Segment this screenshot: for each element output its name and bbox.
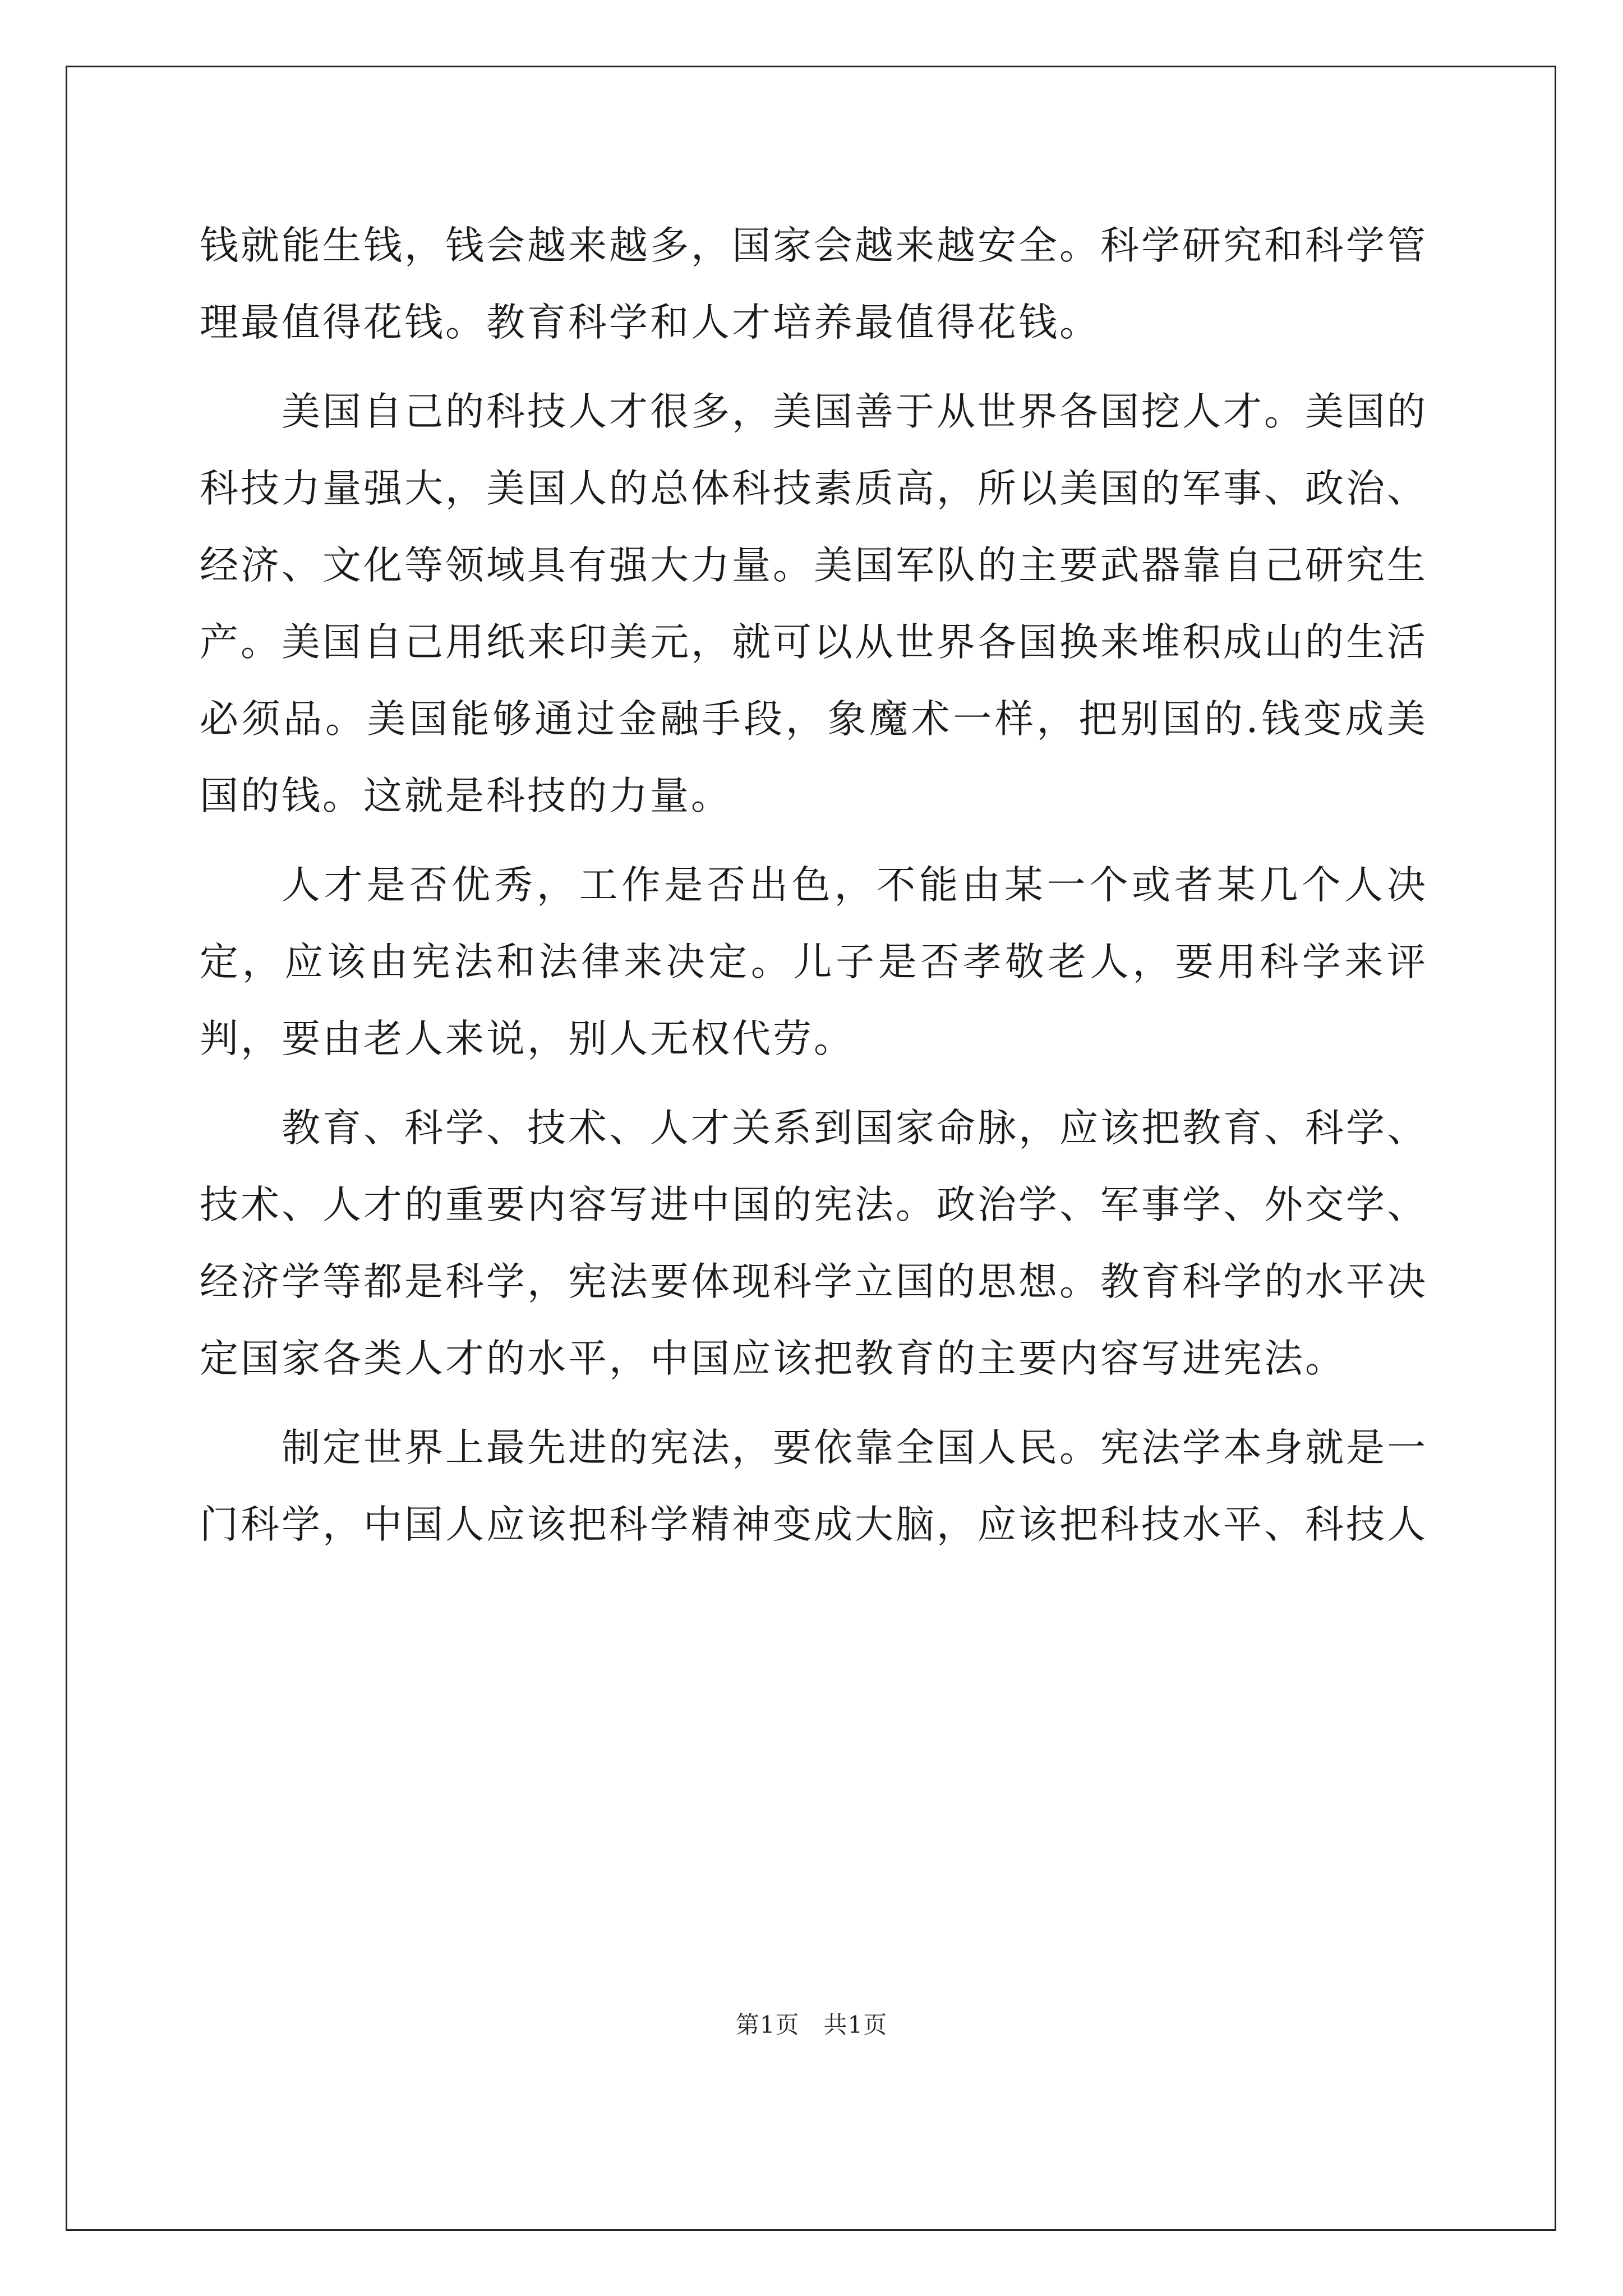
- paragraph-2: 美国自己的科技人才很多，美国善于从世界各国挖人才。美国的科技力量强大，美国人的总体科技素质高，所以美国的军事、政治、经济、文化等领域具有强大力量。美国军队的主要武器靠自己研究生产。美国自己用纸来印美元，就可以从世界各国换来堆积成山的生活必须品。美国能够通过金融手段，象魔术一样，把别国的.钱变成美国的钱。这就是科技的力量。: [200, 389, 1428, 818]
- paragraph-5: 制定世界上最先进的宪法，要依靠全国人民。宪法学本身就是一门科学，中国人应该把科学精神变成大脑，应该把科技水平、科技人: [200, 1425, 1428, 1547]
- page-number-footer: 第1页 共1页: [735, 2011, 888, 2039]
- paragraph-3: 人才是否优秀，工作是否出色，不能由某一个或者某几个人决定，应该由宪法和法律来决定。儿子是否孝敬老人，要用科学来评判，要由老人来说，别人无权代劳。: [200, 863, 1428, 1061]
- paragraph-1: 钱就能生钱，钱会越来越多，国家会越来越安全。科学研究和科学管理最值得花钱。教育科学和人才培养最值得花钱。: [200, 223, 1428, 345]
- document-body: [200, 208, 1428, 1563]
- paragraph-4: 教育、科学、技术、人才关系到国家命脉，应该把教育、科学、技术、人才的重要内容写进中国的宪法。政治学、军事学、外交学、经济学等都是科学，宪法要体现科学立国的思想。教育科学的水平决定国家各类人才的水平，中国应该把教育的主要内容写进宪法。: [200, 1106, 1428, 1381]
